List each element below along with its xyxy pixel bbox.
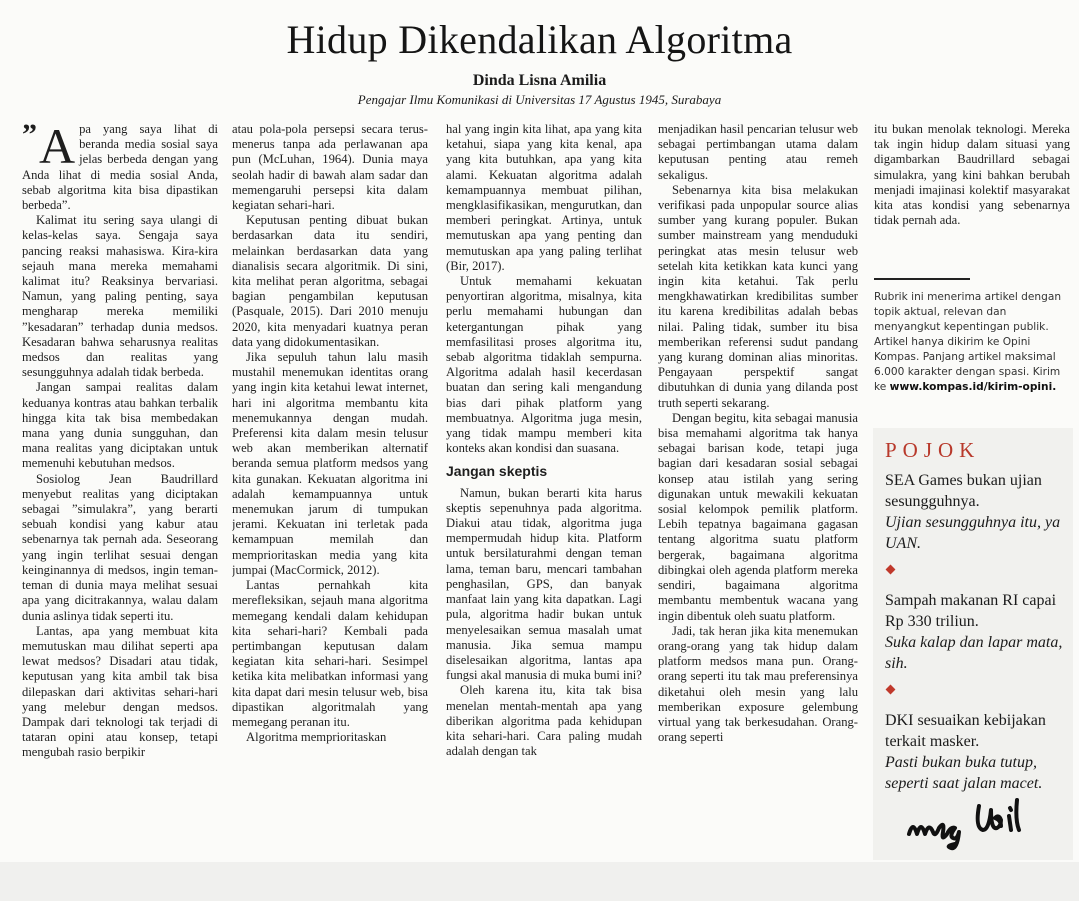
rubrik-note: Rubrik ini menerima artikel dengan topik aktual, relevan dan menyangkut kepentingan publik. Artikel hanya dikirim ke Opini Kompas. Panjang artikel maksimal 6.000 karakter dengan spasi. Kirim ke www.kompas.id/kirim-opini. xyxy=(874,291,1062,393)
paragraph: Jadi, tak heran jika kita menemukan orang-orang yang tak hidup dalam platform medsos mana pun. Orang-orang seperti itu tak mau preferensinya diketahui oleh mesin yang lalu memberikan exposure gelembung virtual yang tak berkesudahan. Orang-orang seperti xyxy=(658,623,858,745)
paragraph: Sosiolog Jean Baudrillard menyebut realitas yang diciptakan sebagai ”simulakra”, yang berarti sebuah kondisi yang kabur atau sebenarnya tak pernah ada. Seseorang yang ingin terlihat sesuai dengan keinginannya di medsos, ingin teman-teman di dunia maya melihat sesuai apa yang dicitrakannya, walau dalam dunia aslinya tidak seperti itu. xyxy=(22,471,218,623)
paragraph: Kalimat itu sering saya ulangi di kelas-kelas saya. Sengaja saya pancing reaksi mahasiswa. Kira-kira sejauh mana mereka memahami kalimat itu? Reaksinya bervariasi. Namun, yang paling penting, saya mengharap mereka memiliki ”kesadaran” terhadap dunia medsos. Kesadaran bahwa seharusnya realitas medsos dan realitas yang sesungguhnya adalah tidak berbeda. xyxy=(22,213,218,380)
pojok-title: POJOK xyxy=(885,438,981,462)
drop-cap: A xyxy=(39,122,76,174)
article-column-4 xyxy=(658,122,858,867)
paragraph: Namun, bukan berarti kita harus skeptis sepenuhnya pada algoritma. Diakui atau tidak, algoritma juga mempermudah hidup kita. Platform untuk bersilaturahmi dengan teman lama, teman baru, mencari tambahan penghasilan, GPS, dan banyak manfaat lain yang kita dapatkan. Lagi pula, algoritma hadir bukan untuk menyelesaikan semua masalah umat manusia. Jika semua mampu diselesaikan algoritma, lantas apa fungsi akal manusia di muka bumi ini? xyxy=(446,485,642,683)
paragraph: itu bukan menolak teknologi. Mereka tak ingin hidup dalam situasi yang digambarkan Baudrillard sebagai simulakra, yang kini bahkan berubah menjadi imajinasi kolektif masyarakat kita atas kondisi yang sebenarnya tidak pernah ada. xyxy=(874,122,1070,228)
paragraph: Sebenarnya kita bisa melakukan verifikasi pada unpopular source alias sumber yang kurang populer. Bukan sumber mainstream yang menduduki peringkat atas mesin telusur web setelah kita ketikkan kata kunci yang ingin kita ketahui. Tak perlu mengkhawatirkan kredibilitas sumber itu karena kredibilitas adalah bebas nilai. Paling tidak, sumber itu bisa memberikan referensi sudut pandang yang kurang dominan alias minoritas. Pengayaan perspektif sangat dibutuhkan di dunia yang dilanda post truth seperti sekarang. xyxy=(658,182,858,410)
paragraph: Jika sepuluh tahun lalu masih mustahil menemukan identitas orang yang ingin kita ketahui lewat internet, hari ini algoritma membantu kita menemukannya dengan mudah. Preferensi kita dalam mesin telusur web akan memberikan alternatif beranda semua platform medsos yang kita gunakan. Kekuatan algoritma ini adalah kemampuannya untuk menemukan jarum di tumpukan jerami. Kekuatan ini terletak pada kemampuan memilah dan memprioritaskan media yang kita jumpai (MacCormick, 2012). xyxy=(232,350,428,577)
paragraph: Oleh karena itu, kita tak bisa menelan mentah-mentah apa yang diberikan algoritma pada kehidupan kita sehari-hari. Cara paling mudah adalah dengan tak xyxy=(446,683,642,759)
paragraph: menjadikan hasil pencarian telusur web sebagai pertimbangan utama dalam keputusan penting atau remeh sekaligus. xyxy=(658,122,858,182)
article-column-2 xyxy=(232,122,428,867)
article-title: Hidup Dikendalikan Algoritma xyxy=(286,17,793,62)
author-name: Dinda Lisna Amilia xyxy=(472,72,607,89)
submission-link[interactable]: www.kompas.id/kirim-opini. xyxy=(889,381,1057,393)
paragraph: Keputusan penting dibuat bukan berdasarkan data itu sendiri, melainkan berdasarkan data yang dianalisis secara algoritmik. Di sini, kita melihat peran algoritma, sebagai bagian pengambilan keputusan (Pasquale, 2015). Dari 2010 menuju 2020, kita menyadari kuatnya peran data yang didokumentasikan. xyxy=(232,213,428,349)
paragraph: Jangan sampai realitas dalam keduanya kontras atau bahkan terbalik hingga kita tak bisa membedakan mana yang dunia sungguhan, dan mana realitas yang diciptakan untuk memenuhi kebutuhan medsos. xyxy=(22,380,218,471)
lead-paragraph: ” A pa yang saya lihat di beranda media sosial saya jelas berbeda dengan yang Anda lihat di media sosial Anda, sebab algoritma kita bisa dipastikan berbeda”. xyxy=(22,122,218,213)
pojok-item: SEA Games bukan ujian sesungguhnya. Ujian sesungguhnya itu, ya UAN. xyxy=(885,472,1061,552)
article-column-1 xyxy=(22,122,218,867)
author-affiliation: Pengajar Ilmu Komunikasi di Universitas 17 Agustus 1945, Surabaya xyxy=(357,92,722,107)
mang-usil-signature xyxy=(905,792,1045,852)
paragraph: Algoritma memprioritaskan xyxy=(246,730,387,745)
pojok-item: DKI sesuaikan kebijakan terkait masker. Pasti bukan buka tutup, seperti saat jalan macet. xyxy=(885,712,1046,792)
paragraph: Dengan begitu, kita sebagai manusia bisa memahami algoritma tak hanya sebagai barisan kode, tetapi juga bagian dari kesadaran sosial sebagai konsep atau istilah yang sering digunakan untuk mewakili kekuatan sosial kelompok pemilik platform. Lebih tepatnya bagaimana gagasan tentang algoritma suatu platform bergerak, bagaimana algoritma dibingkai oleh agenda platform mereka sendiri, bagaimana algoritma membantu membentuk wacana yang ingin dibentuk oleh suatu platform. xyxy=(658,410,858,623)
article-column-5 xyxy=(874,122,1070,272)
paragraph: Lantas pernahkah kita merefleksikan, sejauh mana algoritma memegang kendali dalam kehidupan kita sehari-hari? Kembali pada pertimbangan keputusan dalam kegiatan kita sehari-hari. Sesimpel ketika kita melibatkan informasi yang kita dapat dari mesin telusur web, bisa dipastikan algoritmalah yang memegang peranan itu. xyxy=(232,578,428,729)
pojok-item: Sampah makanan RI capai Rp 330 triliun. Suka kalap dan lapar mata, sih. xyxy=(885,592,1063,672)
page-footer-strip xyxy=(0,862,1079,901)
paragraph: hal yang ingin kita lihat, apa yang kita ketahui, siapa yang kita kenal, apa yang kita butuhkan, apa yang kita alami. Kekuatan algoritma adalah kemampuannya membuat pilihan, mengklasifikasikan, mengurutkan, dan memberi peringkat. Artinya, untuk memutuskan apa yang penting dan memutuskan apa yang paling terlihat (Bir, 2017). xyxy=(446,122,642,273)
paragraph: Lantas, apa yang membuat kita memutuskan mau dilihat seperti apa lewat medsos? Disadari atau tidak, keputusan yang kita ambil tak bisa dilepaskan dari aktivitas sehari-hari yang melebur dengan medsos. Dampak dari teknologi tak terjadi di tataran opini atau konsep, tetapi mengubah rasio berpikir xyxy=(22,623,218,760)
divider-rule xyxy=(874,278,970,280)
article-column-3 xyxy=(446,122,642,867)
open-quote-mark: ” xyxy=(22,122,37,151)
subheading: Jangan skeptis xyxy=(446,463,548,480)
paragraph: Untuk memahami kekuatan penyortiran algoritma, misalnya, kita perlu memahami hubungan dan ketergantungan pihak yang memfasilitasi proses algoritma itu, sebab algoritma tidaklah sempurna. Algoritma adalah hasil kecerdasan buatan dan sering kali mengandung bias dari pihak platform yang membuatnya. Algoritma juga mesin, yang tidak mampu memberi kita konteks akan kondisi dan suasana. xyxy=(446,274,642,456)
paragraph: atau pola-pola persepsi secara terus-menerus tanpa ada perlawanan apa pun (McLuhan, 1964). Dunia maya seolah hadir di bawah alam sadar dan memengaruhi persepsi kita dalam kegiatan sehari-hari. xyxy=(232,122,428,213)
